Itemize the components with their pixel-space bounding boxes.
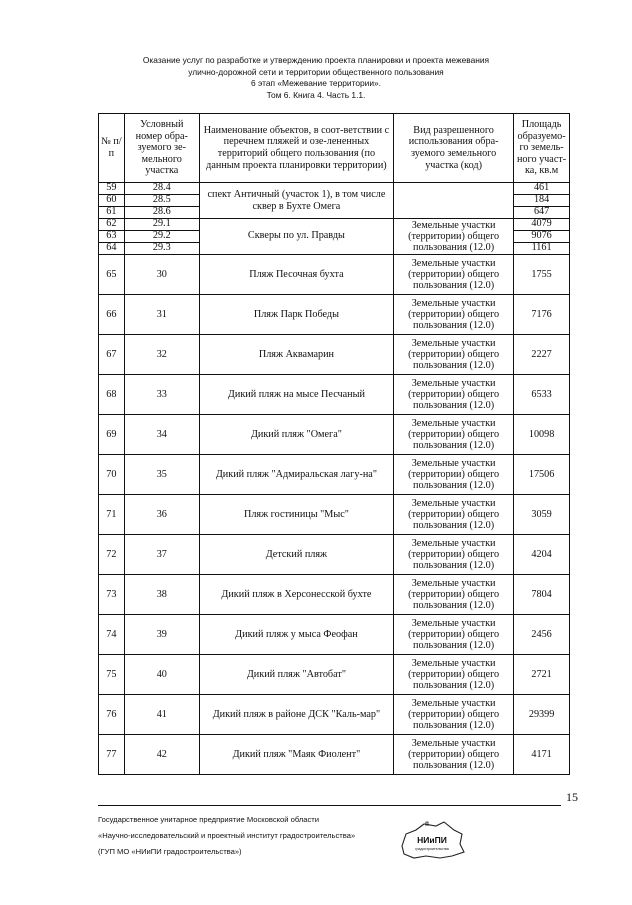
footer-line-1: Государственное унитарное предприятие Московской области xyxy=(98,815,320,824)
cell-conditional-number: 29.3 xyxy=(124,243,199,255)
cell-area: 4079 xyxy=(514,219,570,231)
cell-area: 4204 xyxy=(514,535,570,575)
table-row xyxy=(99,455,570,495)
cell-conditional-number: 37 xyxy=(124,535,199,575)
header-line-2: улично-дорожной сети и территории общественного пользования xyxy=(188,66,444,77)
cell-no: 62 xyxy=(99,219,125,231)
cell-conditional-number: 33 xyxy=(124,375,199,415)
cell-object-name: Скверы по ул. Правды xyxy=(199,219,393,255)
cell-conditional-number: 29.1 xyxy=(124,219,199,231)
table-row xyxy=(99,295,570,335)
cell-no: 77 xyxy=(99,735,125,775)
cell-no: 59 xyxy=(99,183,125,195)
cell-object-name: Дикий пляж "Адмиральская лагу-на" xyxy=(199,455,393,495)
cell-permitted-use: Земельные участки (территории) общего пользования (12.0) xyxy=(394,455,514,495)
cell-permitted-use: Земельные участки (территории) общего пользования (12.0) xyxy=(394,615,514,655)
table-row xyxy=(99,695,570,735)
footer xyxy=(98,812,408,860)
cell-permitted-use: Земельные участки (территории) общего пользования (12.0) xyxy=(394,219,514,255)
cell-area: 4171 xyxy=(514,735,570,775)
cell-no: 66 xyxy=(99,295,125,335)
cell-permitted-use: Земельные участки (территории) общего пользования (12.0) xyxy=(394,375,514,415)
cell-object-name: Дикий пляж в районе ДСК "Каль-мар" xyxy=(199,695,393,735)
cell-area: 9076 xyxy=(514,231,570,243)
document-header xyxy=(0,55,632,101)
logo-subtext: градостроительства xyxy=(415,847,449,851)
cell-area: 2721 xyxy=(514,655,570,695)
cell-no: 73 xyxy=(99,575,125,615)
cell-area: 2227 xyxy=(514,335,570,375)
cell-object-name: Пляж Песочная бухта xyxy=(199,255,393,295)
cell-conditional-number: 40 xyxy=(124,655,199,695)
footer-line-2: «Научно-исследовательский и проектный институт градостроительства» xyxy=(98,831,356,840)
cell-area: 6533 xyxy=(514,375,570,415)
cell-conditional-number: 35 xyxy=(124,455,199,495)
land-plots-table xyxy=(98,113,570,775)
cell-area: 3059 xyxy=(514,495,570,535)
cell-no: 65 xyxy=(99,255,125,295)
cell-conditional-number: 38 xyxy=(124,575,199,615)
cell-permitted-use: Земельные участки (территории) общего пользования (12.0) xyxy=(394,735,514,775)
cell-area: 2456 xyxy=(514,615,570,655)
cell-no: 69 xyxy=(99,415,125,455)
cell-area: 7804 xyxy=(514,575,570,615)
cell-no: 71 xyxy=(99,495,125,535)
cell-object-name: спект Античный (участок 1), в том числе сквер в Бухте Омега xyxy=(199,183,393,219)
cell-conditional-number: 28.5 xyxy=(124,195,199,207)
header-object-name: Наименование объектов, в соот-ветствии с перечнем пляжей и озе-лененных территорий общего пользования (по данным проекта планировки территории) xyxy=(199,114,393,183)
table-row xyxy=(99,375,570,415)
table-row xyxy=(99,495,570,535)
page-number: 15 xyxy=(566,790,578,804)
header-conditional-number: Условный номер обра-зуемого зе-мельного участка xyxy=(124,114,199,183)
cell-object-name: Дикий пляж "Автобат" xyxy=(199,655,393,695)
cell-permitted-use: Земельные участки (территории) общего пользования (12.0) xyxy=(394,575,514,615)
cell-object-name: Дикий пляж на мысе Песчаный xyxy=(199,375,393,415)
header-line-3: 6 этап «Межевание территории». xyxy=(251,78,381,89)
table-row xyxy=(99,655,570,695)
header-line-4: Том 6. Книга 4. Часть 1.1. xyxy=(266,89,366,100)
cell-area: 7176 xyxy=(514,295,570,335)
niipi-logo-icon xyxy=(396,820,468,860)
header-area: Площадь образуемо-го земель-ного участ-ка, кв.м xyxy=(514,114,570,183)
cell-object-name: Пляж Парк Победы xyxy=(199,295,393,335)
cell-permitted-use-empty xyxy=(394,183,514,219)
cell-permitted-use: Земельные участки (территории) общего пользования (12.0) xyxy=(394,695,514,735)
cell-no: 76 xyxy=(99,695,125,735)
cell-conditional-number: 31 xyxy=(124,295,199,335)
cell-conditional-number: 28.4 xyxy=(124,183,199,195)
cell-conditional-number: 30 xyxy=(124,255,199,295)
cell-no: 72 xyxy=(99,535,125,575)
header-permitted-use: Вид разрешенного использования обра-зуемого земельного участка (код) xyxy=(394,114,514,183)
cell-permitted-use: Земельные участки (территории) общего пользования (12.0) xyxy=(394,495,514,535)
cell-permitted-use: Земельные участки (территории) общего пользования (12.0) xyxy=(394,335,514,375)
cell-object-name: Пляж гостиницы "Мыс" xyxy=(199,495,393,535)
table-header-row xyxy=(99,114,570,183)
cell-object-name: Дикий пляж в Херсонесской бухте xyxy=(199,575,393,615)
cell-area: 1755 xyxy=(514,255,570,295)
cell-object-name: Дикий пляж "Омега" xyxy=(199,415,393,455)
cell-area: 184 xyxy=(514,195,570,207)
table-row xyxy=(99,255,570,295)
cell-permitted-use: Земельные участки (территории) общего пользования (12.0) xyxy=(394,295,514,335)
cell-area: 1161 xyxy=(514,243,570,255)
cell-object-name: Пляж Аквамарин xyxy=(199,335,393,375)
cell-permitted-use: Земельные участки (территории) общего пользования (12.0) xyxy=(394,255,514,295)
header-no: № п/п xyxy=(99,114,125,183)
cell-conditional-number: 39 xyxy=(124,615,199,655)
footer-line-3: (ГУП МО «НИиПИ градостроительства») xyxy=(98,847,242,856)
table-row xyxy=(99,183,570,195)
cell-conditional-number: 42 xyxy=(124,735,199,775)
cell-conditional-number: 32 xyxy=(124,335,199,375)
header-line-1: Оказание услуг по разработке и утверждению проекта планировки и проекта межевания xyxy=(142,55,490,65)
cell-no: 75 xyxy=(99,655,125,695)
cell-permitted-use: Земельные участки (территории) общего пользования (12.0) xyxy=(394,415,514,455)
cell-conditional-number: 41 xyxy=(124,695,199,735)
footer-divider xyxy=(98,805,561,806)
table-row xyxy=(99,415,570,455)
cell-no: 74 xyxy=(99,615,125,655)
cell-no: 64 xyxy=(99,243,125,255)
cell-area: 17506 xyxy=(514,455,570,495)
table-row xyxy=(99,219,570,231)
table-row xyxy=(99,335,570,375)
cell-conditional-number: 29.2 xyxy=(124,231,199,243)
cell-permitted-use: Земельные участки (территории) общего пользования (12.0) xyxy=(394,535,514,575)
table-row xyxy=(99,615,570,655)
cell-conditional-number: 28.6 xyxy=(124,207,199,219)
cell-no: 67 xyxy=(99,335,125,375)
cell-permitted-use: Земельные участки (территории) общего пользования (12.0) xyxy=(394,655,514,695)
cell-no: 68 xyxy=(99,375,125,415)
cell-object-name: Дикий пляж у мыса Феофан xyxy=(199,615,393,655)
table-row xyxy=(99,735,570,775)
cell-no: 70 xyxy=(99,455,125,495)
table-row xyxy=(99,575,570,615)
logo-text: НИиПИ xyxy=(417,835,447,845)
cell-conditional-number: 34 xyxy=(124,415,199,455)
cell-no: 60 xyxy=(99,195,125,207)
cell-no: 63 xyxy=(99,231,125,243)
table-row xyxy=(99,535,570,575)
cell-conditional-number: 36 xyxy=(124,495,199,535)
cell-area: 647 xyxy=(514,207,570,219)
cell-object-name: Дикий пляж "Маяк Фиолент" xyxy=(199,735,393,775)
cell-object-name: Детский пляж xyxy=(199,535,393,575)
cell-area: 29399 xyxy=(514,695,570,735)
cell-area: 461 xyxy=(514,183,570,195)
cell-area: 10098 xyxy=(514,415,570,455)
cell-no: 61 xyxy=(99,207,125,219)
